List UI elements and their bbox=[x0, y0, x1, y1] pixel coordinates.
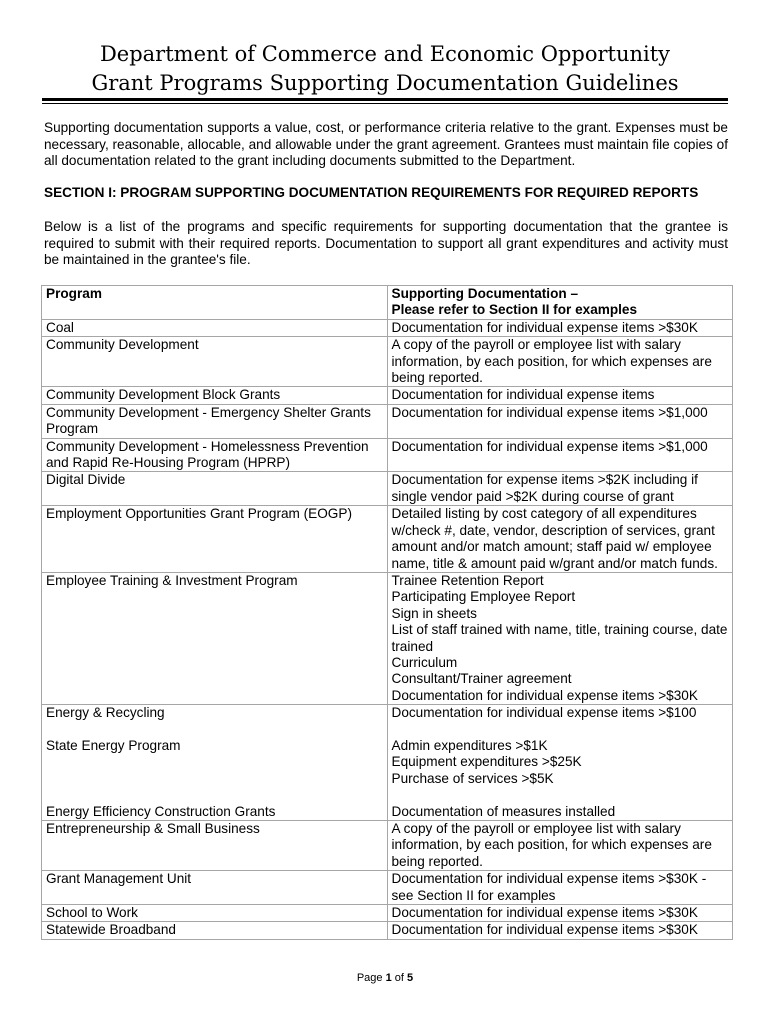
program-cell: Community Development Block Grants bbox=[42, 387, 388, 404]
table-row bbox=[42, 319, 733, 336]
table-row bbox=[42, 337, 733, 387]
doc-cell: Documentation for individual expense items bbox=[387, 387, 733, 404]
doc-cell: Documentation for individual expense items >$30K bbox=[387, 319, 733, 336]
documentation-table bbox=[41, 285, 733, 940]
page-title-line2: Grant Programs Supporting Documentation Guidelines bbox=[91, 71, 679, 95]
program-cell: School to Work bbox=[42, 905, 388, 922]
program-cell: Statewide Broadband bbox=[42, 922, 388, 939]
header-program: Program bbox=[42, 286, 388, 320]
program-cell: Entrepreneurship & Small Business bbox=[42, 820, 388, 870]
program-line: State Energy Program bbox=[46, 737, 181, 753]
spacer bbox=[392, 722, 729, 738]
doc-line: Documentation of measures installed bbox=[391, 803, 616, 819]
intro-paragraph: Supporting documentation supports a value, cost, or performance criteria relative to the grant. Expenses must be necessary, reasonable, allocable, and allowable under the grant agreement. Grantees must maintain file copies of all documentation related to the grant including documents submitted to the Department. bbox=[44, 120, 728, 168]
doc-cell: Documentation for individual expense items >$1,000 bbox=[387, 404, 733, 438]
table-row bbox=[42, 905, 733, 922]
doc-cell: Documentation for expense items >$2K including if single vendor paid >$2K during course of grant bbox=[387, 472, 733, 506]
program-cell: Community Development bbox=[42, 337, 388, 387]
doc-line: Admin expenditures >$1K bbox=[391, 737, 548, 753]
footer-total-pages: 5 bbox=[407, 972, 414, 984]
title-rule-thick bbox=[42, 98, 728, 101]
table-row bbox=[42, 820, 733, 870]
title-rule-thin bbox=[42, 103, 728, 104]
footer-current-page: 1 bbox=[385, 972, 392, 984]
doc-line: Sign in sheets bbox=[391, 605, 477, 621]
program-cell: Digital Divide bbox=[42, 472, 388, 506]
program-cell: Employment Opportunities Grant Program (EOGP) bbox=[42, 506, 388, 573]
table-row bbox=[42, 922, 733, 939]
doc-cell: Documentation for individual expense items >$30K bbox=[387, 922, 733, 939]
doc-line: Curriculum bbox=[391, 654, 458, 670]
table-row bbox=[42, 871, 733, 905]
spacer bbox=[392, 787, 729, 803]
program-cell: Community Development - Emergency Shelter Grants Program bbox=[42, 404, 388, 438]
doc-cell: Documentation for individual expense items >$1,000 bbox=[387, 438, 733, 472]
header-doc-line2: Please refer to Section II for examples bbox=[391, 302, 638, 318]
doc-cell bbox=[387, 705, 733, 821]
doc-line: Consultant/Trainer agreement bbox=[391, 671, 572, 687]
doc-line: Documentation for individual expense items >$100 bbox=[391, 705, 697, 721]
program-cell: Employee Training & Investment Program bbox=[42, 572, 388, 704]
doc-line: Trainee Retention Report bbox=[391, 572, 544, 588]
doc-cell bbox=[387, 572, 733, 704]
program-cell: Community Development - Homelessness Prevention and Rapid Re-Housing Program (HPRP) bbox=[42, 438, 388, 472]
header-supporting-doc bbox=[387, 286, 733, 320]
doc-cell: A copy of the payroll or employee list with salary information, by each position, for which expenses are being reported. bbox=[387, 820, 733, 870]
spacer bbox=[46, 754, 383, 803]
program-line: Energy & Recycling bbox=[46, 705, 165, 721]
doc-line: Equipment expenditures >$25K bbox=[391, 754, 582, 770]
table-row bbox=[42, 472, 733, 506]
program-cell: Coal bbox=[42, 319, 388, 336]
program-line: Energy Efficiency Construction Grants bbox=[46, 803, 276, 819]
doc-cell: Detailed listing by cost category of all expenditures w/check #, date, vendor, description of services, grant amount and/or match amount; staff paid w/ employee name, title & amount paid w/grant and/or match funds. bbox=[387, 506, 733, 573]
program-cell bbox=[42, 705, 388, 821]
program-cell: Grant Management Unit bbox=[42, 871, 388, 905]
header-doc-line1: Supporting Documentation – bbox=[391, 286, 579, 301]
spacer bbox=[46, 722, 383, 738]
page-footer bbox=[0, 972, 770, 984]
footer-sep: of bbox=[391, 972, 408, 984]
footer-prefix: Page bbox=[356, 972, 386, 984]
page-title-line1: Department of Commerce and Economic Opportunity bbox=[99, 42, 671, 66]
table-row bbox=[42, 387, 733, 404]
doc-line: Documentation for individual expense items >$30K bbox=[391, 687, 698, 703]
table-row bbox=[42, 705, 733, 821]
table-header-row bbox=[42, 286, 733, 320]
section-heading: SECTION I: PROGRAM SUPPORTING DOCUMENTATION REQUIREMENTS FOR REQUIRED REPORTS bbox=[44, 185, 699, 200]
doc-line: List of staff trained with name, title, training course, date trained bbox=[391, 622, 728, 654]
section-intro-paragraph: Below is a list of the programs and specific requirements for supporting documentation that the grantee is required to submit with their required reports. Documentation to support all grant expenditures and activity must be maintained in the grantee's file. bbox=[44, 219, 728, 267]
doc-cell: Documentation for individual expense items >$30K bbox=[387, 905, 733, 922]
table-row bbox=[42, 506, 733, 573]
doc-cell: A copy of the payroll or employee list with salary information, by each position, for which expenses are being reported. bbox=[387, 337, 733, 387]
doc-line: Participating Employee Report bbox=[391, 589, 576, 605]
doc-cell: Documentation for individual expense items >$30K - see Section II for examples bbox=[387, 871, 733, 905]
table-row bbox=[42, 404, 733, 438]
doc-line: Purchase of services >$5K bbox=[391, 770, 554, 786]
table-row bbox=[42, 438, 733, 472]
table-row bbox=[42, 572, 733, 704]
